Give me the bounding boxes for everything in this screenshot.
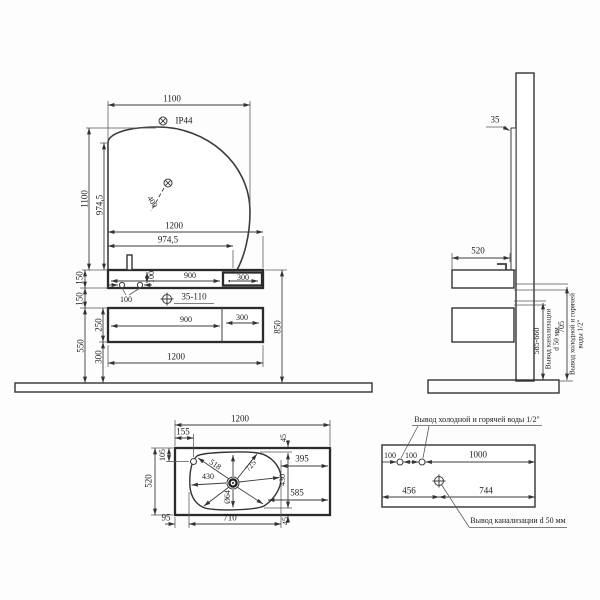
dim-basin-left-offset: 95 [161,512,171,523]
dim-drain-right: 585 [290,487,304,498]
dim-total-height: 850 [272,320,283,334]
dim-drain-diameter: Ø64 [223,490,232,504]
faucet-front [127,255,132,270]
water-note-line1: Вывод холодной и горячей [568,293,577,375]
floor-front [15,383,372,392]
dim-outlet-1000: 1000 [469,449,487,460]
sewage-note-line2: d 50 мм [552,327,561,351]
dim-basin-430: 430 [202,472,214,481]
dim-gap-150b: 150 [74,292,85,306]
dim-cabinet-height: 250 [93,318,104,332]
dim-faucet-x: 155 [176,426,190,437]
dim-outlet-100a: 100 [384,451,396,460]
dim-basin-width: 710 [223,512,237,523]
dim-cabinet-left: 900 [180,315,192,324]
dim-basin-right-offset: 395 [295,453,309,464]
ip44-symbol [159,117,167,125]
dim-mirror-height: 1100 [79,190,90,208]
dim-height-550: 550 [75,339,86,353]
dim-water-height: 705 [557,321,566,333]
dim-gap-150a: 150 [74,271,85,285]
wall-outlets-view [382,426,567,528]
dim-outlet-100b: 100 [405,451,417,460]
dim-basin-depth: 430 [278,474,287,486]
dim-mirror-side-height: 974,5 [94,194,105,216]
water-outlet-label: Вывод холодной и горячей воды 1/2" [414,415,540,424]
dim-clearance-300: 300 [93,350,104,364]
dim-mirror-width: 1100 [163,93,181,104]
dim-hole-inset: 100 [146,271,156,283]
dim-basin-top-offset: 45 [279,434,288,442]
sewage-outlet-label: Вывод канализации d 50 мм [470,516,566,525]
mirror-side [511,128,516,270]
floor-side [428,380,559,393]
faucet-hole-left [119,282,124,287]
dim-shelf-width: 1200 [165,220,183,231]
dim-mirror-thickness: 35 [490,114,500,125]
dim-sewage-744: 744 [479,485,493,496]
dim-mirror-bottom-width: 974,5 [157,234,179,245]
countertop-side [452,270,514,288]
dim-shelf-right-section: 300 [237,273,249,282]
dim-plan-width: 1200 [231,413,249,424]
dim-lamp-offset: 400 [145,194,160,210]
faucet-hole-plan [191,459,197,465]
water-outlet-left [397,459,403,465]
dim-basin-bottom-offset: 45 [281,517,290,525]
water-outlet-right [419,459,425,465]
front-view [15,101,372,392]
dim-hole-spacing: 100 [120,295,132,304]
ip44-label: IP44 [175,115,193,126]
drain-symbol [227,477,239,489]
faucet-side [497,264,506,270]
dim-faucet-y: 105 [158,449,167,461]
dim-basin-diag-725: 725 [243,458,258,474]
faucet-hole-right [137,282,142,287]
dim-sewage-height: 585-660 [532,327,541,355]
dim-plan-depth: 520 [143,474,154,488]
sewage-note-line1: Вывод канализации [544,308,553,370]
dim-siphon-range: 35-110 [181,291,207,302]
dim-sewage-456: 456 [402,485,416,496]
dim-shelf-left-section: 900 [184,271,196,280]
dim-depth: 520 [471,245,485,256]
dim-cabinet-width: 1200 [167,351,185,362]
mirror-outline [108,127,250,270]
cabinet-side [452,308,514,342]
dim-basin-diag-518: 518 [207,457,223,472]
dim-cabinet-right: 300 [236,313,248,322]
water-note-line2: воды 1/2" [576,319,585,349]
